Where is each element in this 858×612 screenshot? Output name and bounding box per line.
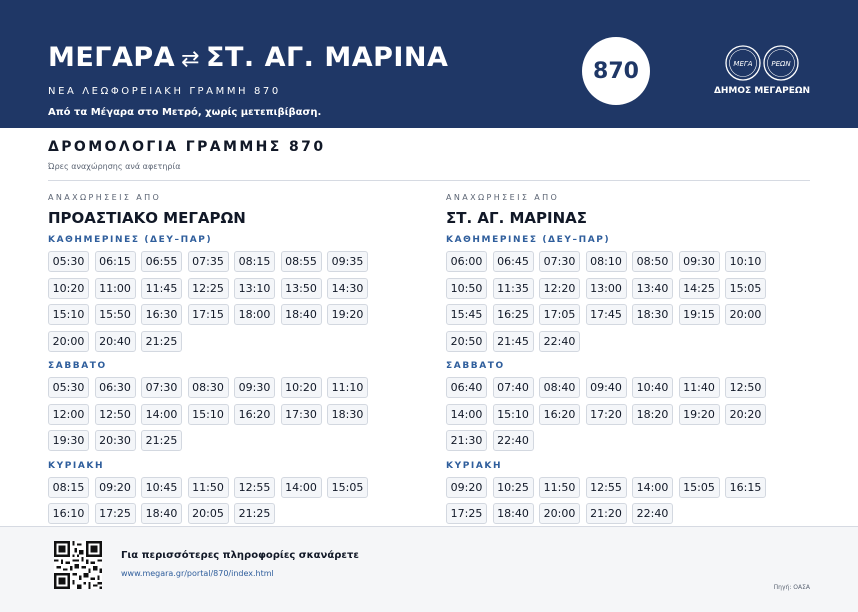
- departure-time: 08:40: [539, 377, 580, 398]
- departure-time: 17:15: [188, 304, 229, 325]
- departure-time: 13:40: [632, 278, 673, 299]
- route-from: ΜΕΓΑΡΑ: [48, 42, 176, 73]
- departure-time: 08:55: [281, 251, 322, 272]
- departure-time: 16:10: [48, 503, 89, 524]
- departure-time: 21:25: [141, 331, 182, 352]
- departure-time: 18:40: [141, 503, 182, 524]
- departure-time: 10:20: [48, 278, 89, 299]
- departure-time: 21:25: [234, 503, 275, 524]
- seal-text-right: ΡΕΩΝ: [771, 60, 791, 68]
- departure-time: 08:10: [586, 251, 627, 272]
- departure-time: 15:05: [725, 278, 766, 299]
- departure-time: 11:40: [679, 377, 720, 398]
- departure-time: 05:30: [48, 377, 89, 398]
- more-info-text: Για περισσότερες πληροφορίες σκανάρετε: [121, 550, 359, 561]
- departure-time: 12:50: [95, 404, 136, 425]
- departure-time: 17:30: [281, 404, 322, 425]
- departure-time: 20:00: [48, 331, 89, 352]
- departure-time: 14:00: [141, 404, 182, 425]
- departure-time: 22:40: [632, 503, 673, 524]
- municipality-name: ΔΗΜΟΣ ΜΕΓΑΡΕΩΝ: [713, 86, 811, 96]
- schedule-day-label: ΚΥΡΙΑΚΗ: [48, 460, 105, 471]
- departure-time: 18:00: [234, 304, 275, 325]
- route-to: ΣΤ. ΑΓ. ΜΑΡΙΝΑ: [206, 42, 449, 73]
- departure-time: 15:10: [48, 304, 89, 325]
- departure-time: 12:50: [725, 377, 766, 398]
- source-credit: Πηγή: ΟΑΣΑ: [773, 584, 810, 591]
- departure-time: 13:00: [586, 278, 627, 299]
- departure-time: 10:20: [281, 377, 322, 398]
- departure-time: 17:25: [446, 503, 487, 524]
- departure-time: 12:20: [539, 278, 580, 299]
- departure-time: 07:40: [493, 377, 534, 398]
- departure-time: 12:55: [586, 477, 627, 498]
- footer: [0, 526, 858, 612]
- departure-time: 11:00: [95, 278, 136, 299]
- section-subtitle: Ώρες αναχώρησης ανά αφετηρία: [48, 162, 181, 171]
- departure-times-grid: [446, 477, 816, 530]
- departure-time: 11:10: [327, 377, 368, 398]
- route-title: [48, 42, 448, 73]
- departure-time: 11:50: [188, 477, 229, 498]
- departure-times-grid: [48, 377, 418, 457]
- departure-time: 06:40: [446, 377, 487, 398]
- departure-time: 14:00: [281, 477, 322, 498]
- departure-times-grid: [48, 477, 418, 530]
- departure-time: 10:50: [446, 278, 487, 299]
- departure-time: 07:30: [141, 377, 182, 398]
- tagline: Από τα Μέγαρα στο Μετρό, χωρίς μετεπιβίβαση.: [48, 107, 322, 118]
- line-subtitle: ΝΕΑ ΛΕΩΦΟΡΕΙΑΚΗ ΓΡΑΜΜΗ 870: [48, 86, 281, 97]
- departure-time: 07:35: [188, 251, 229, 272]
- departure-time: 17:25: [95, 503, 136, 524]
- departure-time: 21:20: [586, 503, 627, 524]
- departure-time: 20:20: [725, 404, 766, 425]
- departure-time: 10:25: [493, 477, 534, 498]
- schedule-day-label: ΣΑΒΒΑΤΟ: [48, 361, 107, 371]
- departure-time: 19:20: [679, 404, 720, 425]
- departure-time: 18:30: [632, 304, 673, 325]
- line-number-badge: 870: [582, 37, 650, 105]
- departure-time: 06:55: [141, 251, 182, 272]
- departure-time: 09:30: [234, 377, 275, 398]
- departure-time: 18:30: [327, 404, 368, 425]
- departure-time: 08:50: [632, 251, 673, 272]
- departure-time: 20:30: [95, 430, 136, 451]
- schedule-day-label: ΚΑΘΗΜΕΡΙΝΕΣ (ΔΕΥ–ΠΑΡ): [446, 235, 611, 245]
- departure-time: 09:20: [446, 477, 487, 498]
- departure-time: 06:45: [493, 251, 534, 272]
- departure-time: 15:50: [95, 304, 136, 325]
- departure-time: 15:10: [188, 404, 229, 425]
- departure-time: 18:20: [632, 404, 673, 425]
- departure-time: 15:10: [493, 404, 534, 425]
- departure-time: 21:30: [446, 430, 487, 451]
- departure-time: 13:10: [234, 278, 275, 299]
- departure-time: 06:30: [95, 377, 136, 398]
- departure-times-grid: [48, 251, 418, 357]
- departure-time: 11:45: [141, 278, 182, 299]
- section-title: ΔΡΟΜΟΛΟΓΙΑ ΓΡΑΜΜΗΣ 870: [48, 139, 326, 155]
- departure-time: 05:30: [48, 251, 89, 272]
- schedule-groups: [48, 235, 418, 530]
- departure-time: 19:20: [327, 304, 368, 325]
- departure-time: 21:45: [493, 331, 534, 352]
- departure-time: 15:05: [679, 477, 720, 498]
- departure-time: 14:00: [446, 404, 487, 425]
- info-url-link[interactable]: www.megara.gr/portal/870/index.html: [121, 569, 274, 578]
- departures-column-agia-marina: [446, 193, 816, 530]
- departure-time: 14:25: [679, 278, 720, 299]
- departure-time: 19:30: [48, 430, 89, 451]
- departure-time: 16:30: [141, 304, 182, 325]
- departure-time: 16:15: [725, 477, 766, 498]
- departure-time: 12:00: [48, 404, 89, 425]
- municipality-logo: [712, 44, 812, 100]
- schedule-groups: [446, 235, 816, 530]
- departure-time: 08:15: [48, 477, 89, 498]
- departure-times-grid: [446, 377, 816, 457]
- departure-time: 22:40: [493, 430, 534, 451]
- departure-time: 07:30: [539, 251, 580, 272]
- departure-time: 22:40: [539, 331, 580, 352]
- departure-time: 14:00: [632, 477, 673, 498]
- departure-time: 10:40: [632, 377, 673, 398]
- departure-time: 10:45: [141, 477, 182, 498]
- departure-stop-name: ΠΡΟΑΣΤΙΑΚΟ ΜΕΓΑΡΩΝ: [48, 209, 246, 227]
- seal-logo-icon: [724, 44, 800, 82]
- departure-time: 06:15: [95, 251, 136, 272]
- departures-column-megara: [48, 193, 418, 530]
- departure-time: 12:25: [188, 278, 229, 299]
- header-banner: [0, 0, 858, 128]
- departure-time: 11:35: [493, 278, 534, 299]
- departure-time: 10:10: [725, 251, 766, 272]
- schedule-day-label: ΚΑΘΗΜΕΡΙΝΕΣ (ΔΕΥ–ΠΑΡ): [48, 235, 213, 245]
- swap-arrows-icon: ⇄: [181, 47, 201, 72]
- departure-time: 19:15: [679, 304, 720, 325]
- departure-stop-name: ΣΤ. ΑΓ. ΜΑΡΙΝΑΣ: [446, 209, 588, 227]
- departure-time: 16:25: [493, 304, 534, 325]
- departure-time: 08:30: [188, 377, 229, 398]
- departure-times-grid: [446, 251, 816, 357]
- departure-time: 13:50: [281, 278, 322, 299]
- departure-time: 18:40: [281, 304, 322, 325]
- departures-from-label: ΑΝΑΧΩΡΗΣΕΙΣ ΑΠΟ: [446, 193, 560, 202]
- section-divider: [48, 180, 810, 181]
- departure-time: 09:30: [679, 251, 720, 272]
- seal-text-left: ΜΕΓΑ: [733, 60, 753, 68]
- departure-time: 21:25: [141, 430, 182, 451]
- departure-time: 17:45: [586, 304, 627, 325]
- departure-time: 09:20: [95, 477, 136, 498]
- departure-time: 08:15: [234, 251, 275, 272]
- departure-time: 11:50: [539, 477, 580, 498]
- departure-time: 09:40: [586, 377, 627, 398]
- departure-time: 20:05: [188, 503, 229, 524]
- departure-time: 20:00: [725, 304, 766, 325]
- departure-time: 16:20: [539, 404, 580, 425]
- departure-time: 06:00: [446, 251, 487, 272]
- departure-time: 20:40: [95, 331, 136, 352]
- departure-time: 15:05: [327, 477, 368, 498]
- departure-time: 09:35: [327, 251, 368, 272]
- qr-code-icon[interactable]: [54, 541, 102, 589]
- departure-time: 14:30: [327, 278, 368, 299]
- departures-from-label: ΑΝΑΧΩΡΗΣΕΙΣ ΑΠΟ: [48, 193, 162, 202]
- departure-time: 17:05: [539, 304, 580, 325]
- departure-time: 15:45: [446, 304, 487, 325]
- departure-time: 18:40: [493, 503, 534, 524]
- departure-time: 17:20: [586, 404, 627, 425]
- departure-time: 16:20: [234, 404, 275, 425]
- schedule-day-label: ΣΑΒΒΑΤΟ: [446, 361, 505, 371]
- departure-time: 12:55: [234, 477, 275, 498]
- schedule-day-label: ΚΥΡΙΑΚΗ: [446, 460, 503, 471]
- departure-time: 20:00: [539, 503, 580, 524]
- departure-time: 20:50: [446, 331, 487, 352]
